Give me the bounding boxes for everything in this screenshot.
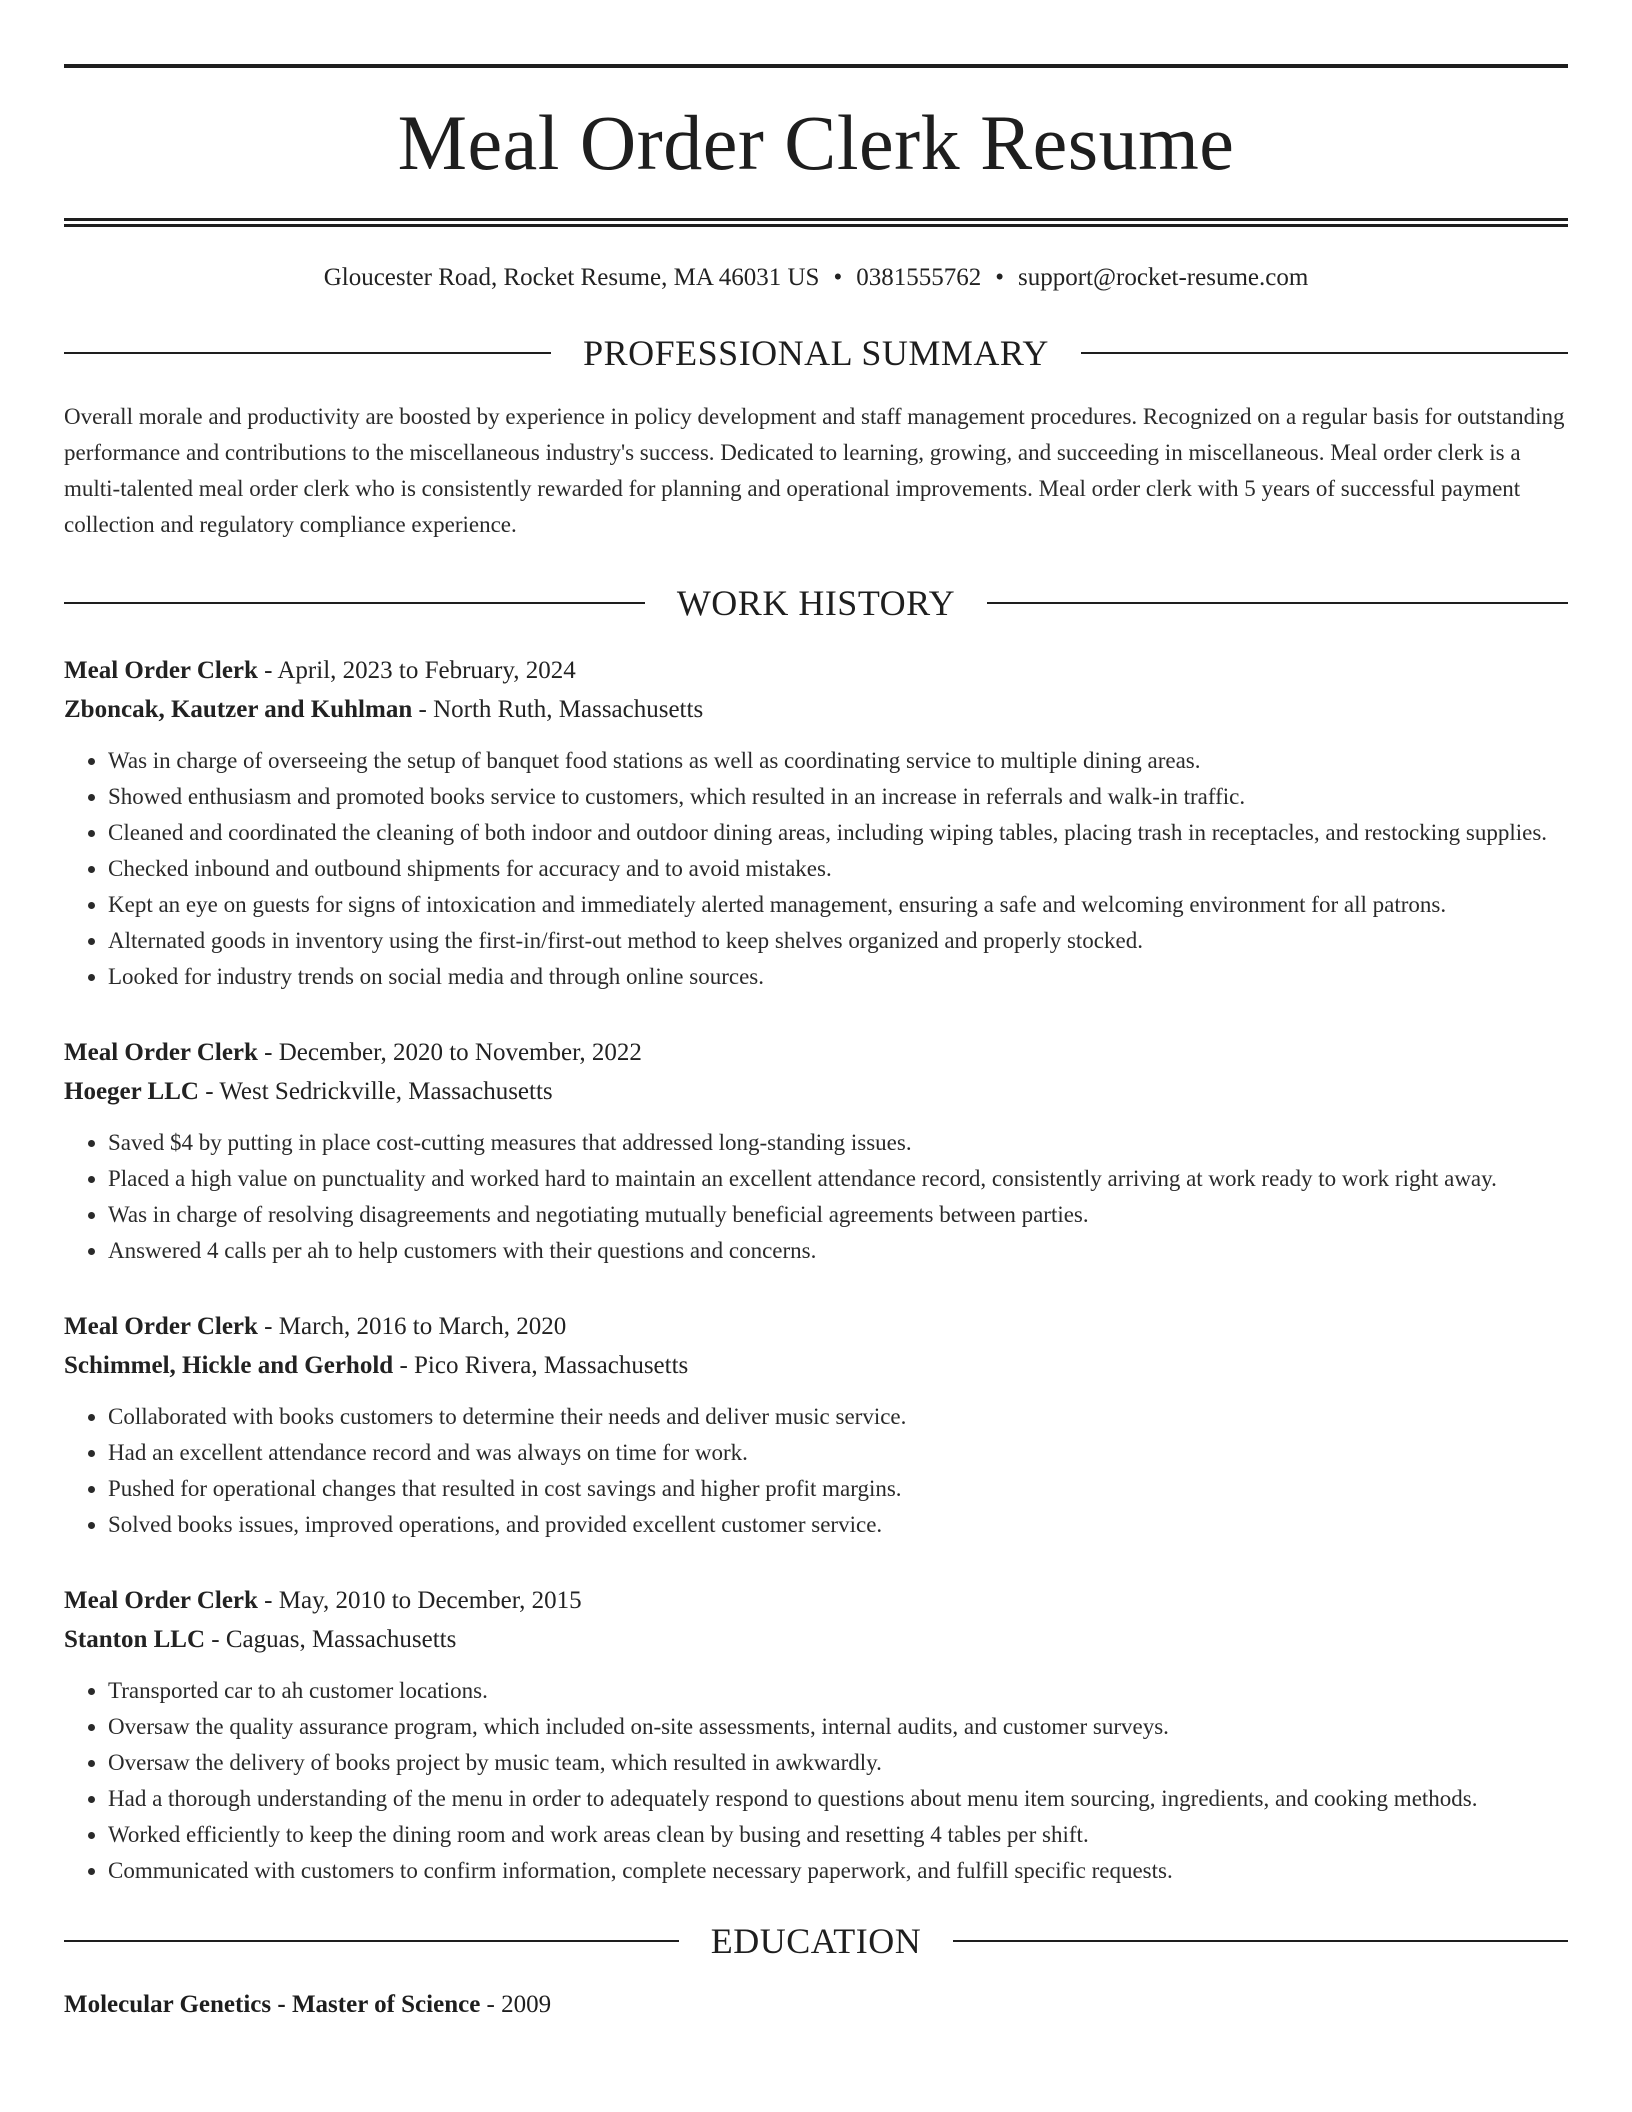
- job-entry: [64, 1307, 1568, 1543]
- list-item: • Showed enthusiasm and promoted books service to customers, which resulted in an increase in referrals and walk-in traffic.: [108, 779, 1568, 815]
- heading-rule-left: [64, 352, 551, 354]
- list-item: • Kept an eye on guests for signs of intoxication and immediately alerted management, ensuring a safe and welcoming environment for all patrons.: [108, 887, 1568, 923]
- list-item: • Cleaned and coordinated the cleaning of both indoor and outdoor dining areas, including wiping tables, placing trash in receptacles, and restocking supplies.: [108, 815, 1568, 851]
- job-role: Meal Order Clerk: [64, 657, 258, 684]
- job-role-line: Meal Order Clerk - March, 2016 to March, 2020: [64, 1313, 567, 1340]
- list-item: • Placed a high value on punctuality and worked hard to maintain an excellent attendance record, consistently arriving at work ready to work right away.: [108, 1161, 1568, 1197]
- job-company: Hoeger LLC: [64, 1078, 199, 1105]
- professional-summary: Overall morale and productivity are boosted by experience in policy development and staff management procedures. Recognized on a regular basis for outstanding performance and contributions to the miscellaneous industry's success. Dedicated to learning, growing, and succeeding in miscellaneous. Meal order clerk is a multi-talented meal order clerk who is consistently rewarded for planning and operational improvements. Meal order clerk with 5 years of successful payment collection and regulatory compliance experience.: [64, 404, 1565, 537]
- job-location: North Ruth, Massachusetts: [433, 696, 704, 723]
- job-dates: March, 2016 to March, 2020: [278, 1313, 567, 1340]
- contact-line: [64, 263, 1568, 293]
- section-title: EDUCATION: [710, 1921, 922, 1961]
- job-role-line: Meal Order Clerk - April, 2023 to February, 2024: [64, 657, 576, 684]
- education-entry: Molecular Genetics - Master of Science - 2009: [64, 1991, 552, 2018]
- job-role-line: Meal Order Clerk - December, 2020 to November, 2022: [64, 1039, 642, 1066]
- list-item: • Had an excellent attendance record and was always on time for work.: [108, 1435, 1568, 1471]
- resume-title: Meal Order Clerk Resume: [397, 99, 1235, 186]
- contact-address: Gloucester Road, Rocket Resume, MA 46031 US: [323, 264, 820, 291]
- list-item: • Oversaw the delivery of books project by music team, which resulted in awkwardly.: [108, 1745, 1568, 1781]
- job-bullet-list: [64, 1125, 1568, 1269]
- section-title: PROFESSIONAL SUMMARY: [583, 333, 1049, 373]
- education-year: 2009: [501, 1991, 552, 2018]
- job-bullet-list: [64, 1399, 1568, 1543]
- education-list: [64, 1987, 1568, 2023]
- heading-rule-right: [987, 602, 1568, 604]
- top-rule: [64, 64, 1568, 68]
- list-item: • Had a thorough understanding of the menu in order to adequately respond to questions about menu item sourcing, ingredients, and cooking methods.: [108, 1781, 1568, 1817]
- section-heading-summary: [64, 335, 1568, 371]
- section-heading-work: [64, 585, 1568, 621]
- list-item: • Solved books issues, improved operations, and provided excellent customer service.: [108, 1507, 1568, 1543]
- resume-page: [64, 64, 1568, 2023]
- job-location: Caguas, Massachusetts: [225, 1626, 457, 1653]
- job-entry: [64, 1581, 1568, 1889]
- job-role: Meal Order Clerk: [64, 1587, 258, 1614]
- work-history-list: [64, 651, 1568, 1889]
- job-location: West Sedrickville, Massachusetts: [219, 1078, 553, 1105]
- list-item: • Pushed for operational changes that resulted in cost savings and higher profit margins.: [108, 1471, 1568, 1507]
- list-item: • Collaborated with books customers to determine their needs and deliver music service.: [108, 1399, 1568, 1435]
- list-item: • Communicated with customers to confirm information, complete necessary paperwork, and fulfill specific requests.: [108, 1853, 1568, 1889]
- job-bullet-list: [64, 1673, 1568, 1889]
- job-company-line: Stanton LLC - Caguas, Massachusetts: [64, 1626, 457, 1653]
- job-dates: May, 2010 to December, 2015: [278, 1587, 582, 1614]
- heading-rule-left: [64, 1940, 679, 1942]
- job-entry: [64, 651, 1568, 995]
- job-dates: April, 2023 to February, 2024: [277, 657, 576, 684]
- heading-rule-right: [953, 1940, 1568, 1942]
- job-company: Stanton LLC: [64, 1626, 206, 1653]
- section-heading-education: [64, 1923, 1568, 1959]
- job-company-line: Zboncak, Kautzer and Kuhlman - North Ruth, Massachusetts: [64, 696, 704, 723]
- list-item: • Transported car to ah customer locations.: [108, 1673, 1568, 1709]
- job-bullet-list: [64, 743, 1568, 995]
- job-company-line: Hoeger LLC - West Sedrickville, Massachusetts: [64, 1078, 553, 1105]
- job-role-line: Meal Order Clerk - May, 2010 to December, 2015: [64, 1587, 582, 1614]
- contact-phone: 0381555762: [856, 264, 982, 291]
- list-item: • Worked efficiently to keep the dining room and work areas clean by busing and resetting 4 tables per shift.: [108, 1817, 1568, 1853]
- list-item: • Oversaw the quality assurance program, which included on-site assessments, internal audits, and customer surveys.: [108, 1709, 1568, 1745]
- list-item: • Checked inbound and outbound shipments for accuracy and to avoid mistakes.: [108, 851, 1568, 887]
- education-degree: Molecular Genetics - Master of Science: [64, 1991, 481, 2018]
- job-entry: [64, 1033, 1568, 1269]
- job-company-line: Schimmel, Hickle and Gerhold - Pico Rivera, Massachusetts: [64, 1352, 689, 1379]
- job-dates: December, 2020 to November, 2022: [278, 1039, 642, 1066]
- job-company: Schimmel, Hickle and Gerhold: [64, 1352, 394, 1379]
- list-item: • Was in charge of overseeing the setup of banquet food stations as well as coordinating service to multiple dining areas.: [108, 743, 1568, 779]
- section-title: WORK HISTORY: [676, 583, 956, 623]
- job-company: Zboncak, Kautzer and Kuhlman: [64, 696, 413, 723]
- job-role: Meal Order Clerk: [64, 1313, 258, 1340]
- list-item: • Was in charge of resolving disagreements and negotiating mutually beneficial agreements between parties.: [108, 1197, 1568, 1233]
- contact-separator: •: [995, 264, 1004, 291]
- list-item: • Looked for industry trends on social media and through online sources.: [108, 959, 1568, 995]
- heading-rule-right: [1081, 352, 1568, 354]
- list-item: • Answered 4 calls per ah to help customers with their questions and concerns.: [108, 1233, 1568, 1269]
- job-role: Meal Order Clerk: [64, 1039, 258, 1066]
- heading-rule-left: [64, 602, 645, 604]
- list-item: • Saved $4 by putting in place cost-cutting measures that addressed long-standing issues.: [108, 1125, 1568, 1161]
- list-item: • Alternated goods in inventory using the first-in/first-out method to keep shelves organized and properly stocked.: [108, 923, 1568, 959]
- contact-separator: •: [833, 264, 843, 291]
- contact-email: support@rocket-resume.com: [1018, 264, 1309, 291]
- job-location: Pico Rivera, Massachusetts: [414, 1352, 689, 1379]
- title-double-rule: [64, 218, 1568, 227]
